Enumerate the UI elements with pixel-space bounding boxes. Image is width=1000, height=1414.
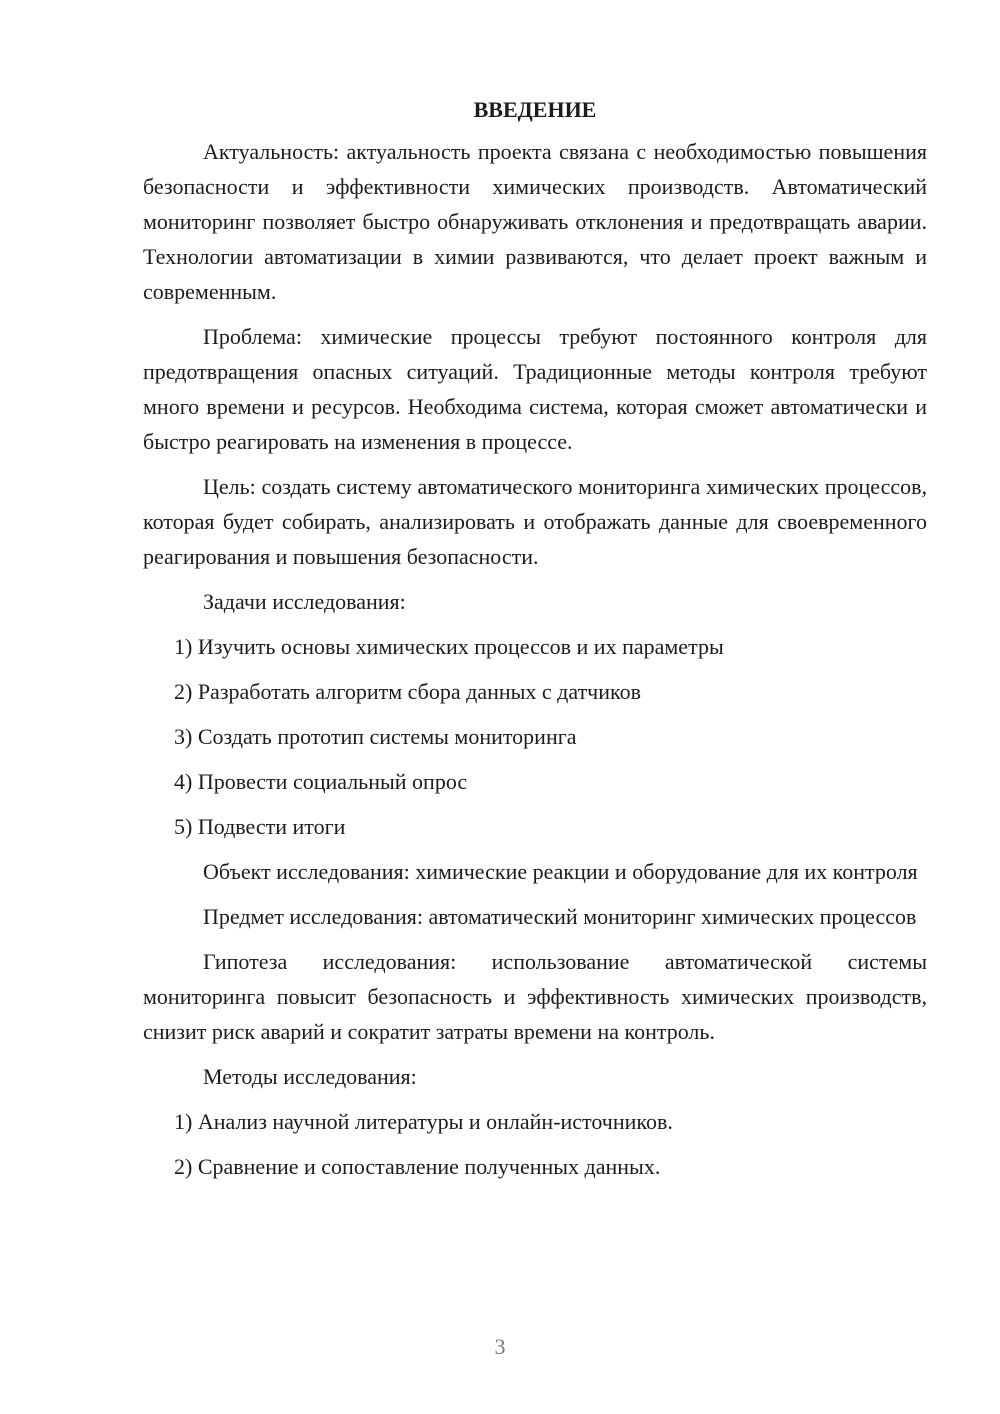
task-item: 5) Подвести итоги	[174, 814, 346, 839]
relevance-paragraph: Актуальность: актуальность проекта связана с необходимостью повышения безопасности и эффективности химических производств. Автоматический мониторинг позволяет быстро обнаруживать отклонения и предотвращать аварии. Технологии автоматизации в химии развиваются, что делает проект важным и современным.	[143, 139, 927, 304]
page-content	[143, 92, 927, 1194]
task-item: 2) Разработать алгоритм сбора данных с датчиков	[174, 679, 641, 704]
page-number: 3	[494, 1334, 506, 1359]
task-item: 3) Создать прототип системы мониторинга	[174, 724, 577, 749]
subject-paragraph: Предмет исследования: автоматический мониторинг химических процессов	[203, 904, 917, 929]
task-item: 1) Изучить основы химических процессов и их параметры	[174, 634, 724, 659]
section-title: ВВЕДЕНИЕ	[473, 97, 597, 122]
object-paragraph: Объект исследования: химические реакции и оборудование для их контроля	[203, 859, 918, 884]
task-item: 4) Провести социальный опрос	[174, 769, 468, 794]
tasks-heading: Задачи исследования:	[203, 589, 406, 614]
problem-paragraph: Проблема: химические процессы требуют постоянного контроля для предотвращения опасных ситуаций. Традиционные методы контроля требуют много времени и ресурсов. Необходима система, которая сможет автоматически и быстро реагировать на изменения в процессе.	[143, 324, 927, 454]
goal-paragraph: Цель: создать систему автоматического мониторинга химических процессов, которая будет собирать, анализировать и отображать данные для своевременного реагирования и повышения безопасности.	[143, 474, 927, 569]
hypothesis-paragraph: Гипотеза исследования: использование автоматической системы мониторинга повысит безопасность и эффективность химических производств, снизит риск аварий и сократит затраты времени на контроль.	[143, 949, 927, 1044]
method-item: 1) Анализ научной литературы и онлайн-источников.	[174, 1109, 673, 1134]
methods-heading: Методы исследования:	[203, 1064, 417, 1089]
method-item: 2) Сравнение и сопоставление полученных данных.	[174, 1154, 661, 1179]
